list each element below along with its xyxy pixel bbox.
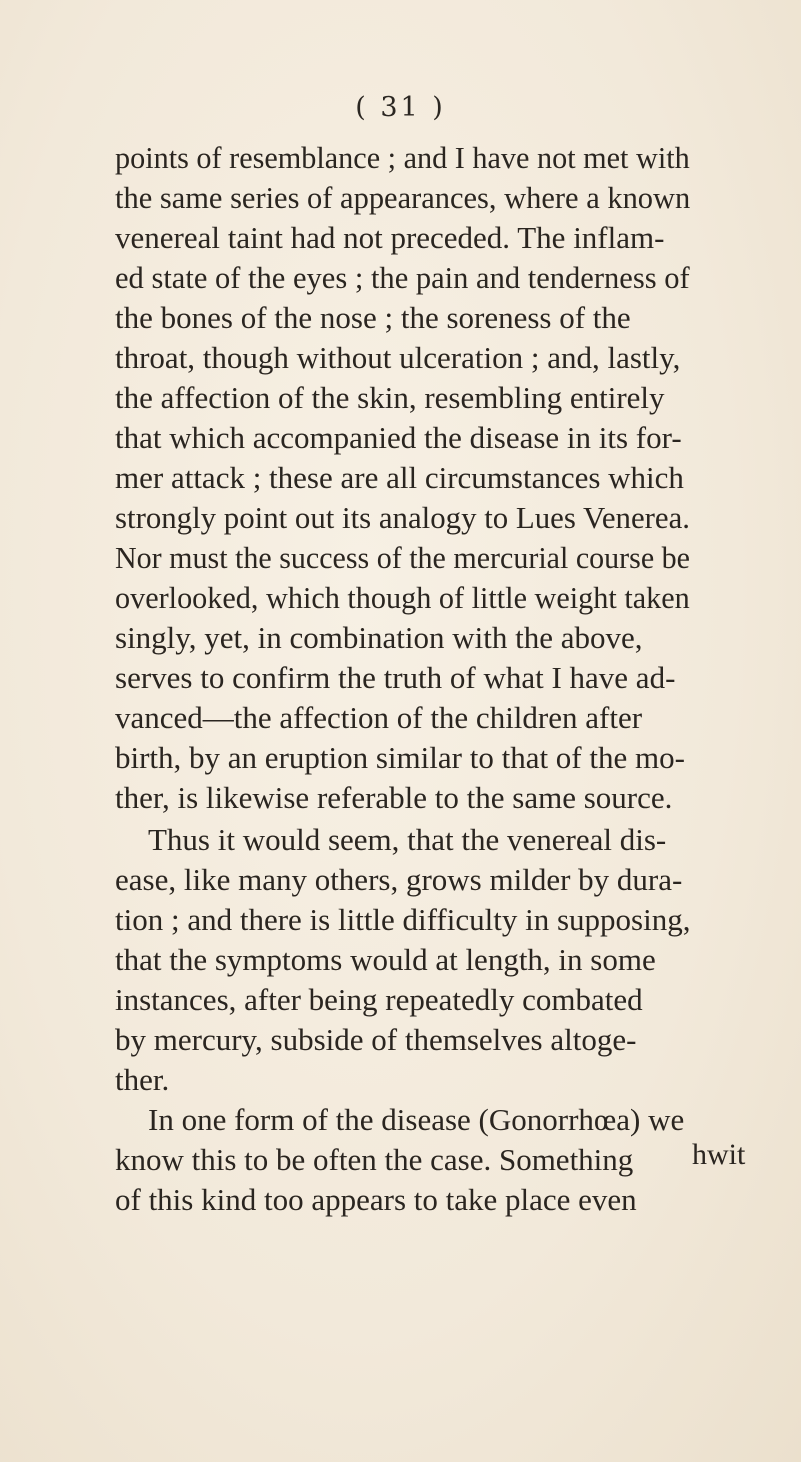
page-number: ( 31 ) bbox=[355, 92, 446, 123]
text-line: the same series of appearances, where a known bbox=[115, 180, 691, 215]
text-line: Nor must the success of the mercurial course be bbox=[115, 540, 690, 575]
catchword: hwit bbox=[692, 1138, 746, 1171]
text-line: of this kind too appears to take place even bbox=[115, 1182, 637, 1217]
text-line: by mercury, subside of themselves altoge- bbox=[115, 1022, 637, 1057]
text-line: singly, yet, in combination with the above, bbox=[115, 620, 643, 655]
text-line: tion ; and there is little difficulty in supposing, bbox=[115, 902, 691, 937]
text-line: know this to be often the case. Something bbox=[115, 1142, 634, 1177]
text-line: overlooked, which though of little weight taken bbox=[115, 580, 690, 615]
text-line: points of resemblance ; and I have not met with bbox=[115, 140, 690, 175]
text-line: birth, by an eruption similar to that of the mo- bbox=[115, 740, 685, 775]
text-line: venereal taint had not preceded. The inflam- bbox=[115, 220, 665, 255]
text-line: that the symptoms would at length, in some bbox=[115, 942, 656, 977]
text-line: vanced—the affection of the children after bbox=[115, 700, 643, 735]
text-line: the bones of the nose ; the soreness of the bbox=[115, 300, 631, 335]
text-line: ease, like many others, grows milder by dura- bbox=[115, 862, 683, 897]
text-line: Thus it would seem, that the venereal dis- bbox=[148, 822, 667, 857]
text-line: instances, after being repeatedly combated bbox=[115, 982, 643, 1017]
text-line: ed state of the eyes ; the pain and tenderness of bbox=[115, 260, 690, 295]
text-line: In one form of the disease (Gonorrhœa) we bbox=[148, 1102, 685, 1137]
text-line: mer attack ; these are all circumstances which bbox=[115, 460, 684, 495]
text-line: serves to confirm the truth of what I have ad- bbox=[115, 660, 676, 695]
text-line: the affection of the skin, resembling entirely bbox=[115, 380, 665, 415]
text-line: that which accompanied the disease in its for- bbox=[115, 420, 682, 455]
text-line: throat, though without ulceration ; and, lastly, bbox=[115, 340, 681, 375]
text-line: strongly point out its analogy to Lues Venerea. bbox=[115, 500, 690, 535]
text-line: ther. bbox=[115, 1062, 170, 1097]
text-line: ther, is likewise referable to the same source. bbox=[115, 780, 673, 815]
